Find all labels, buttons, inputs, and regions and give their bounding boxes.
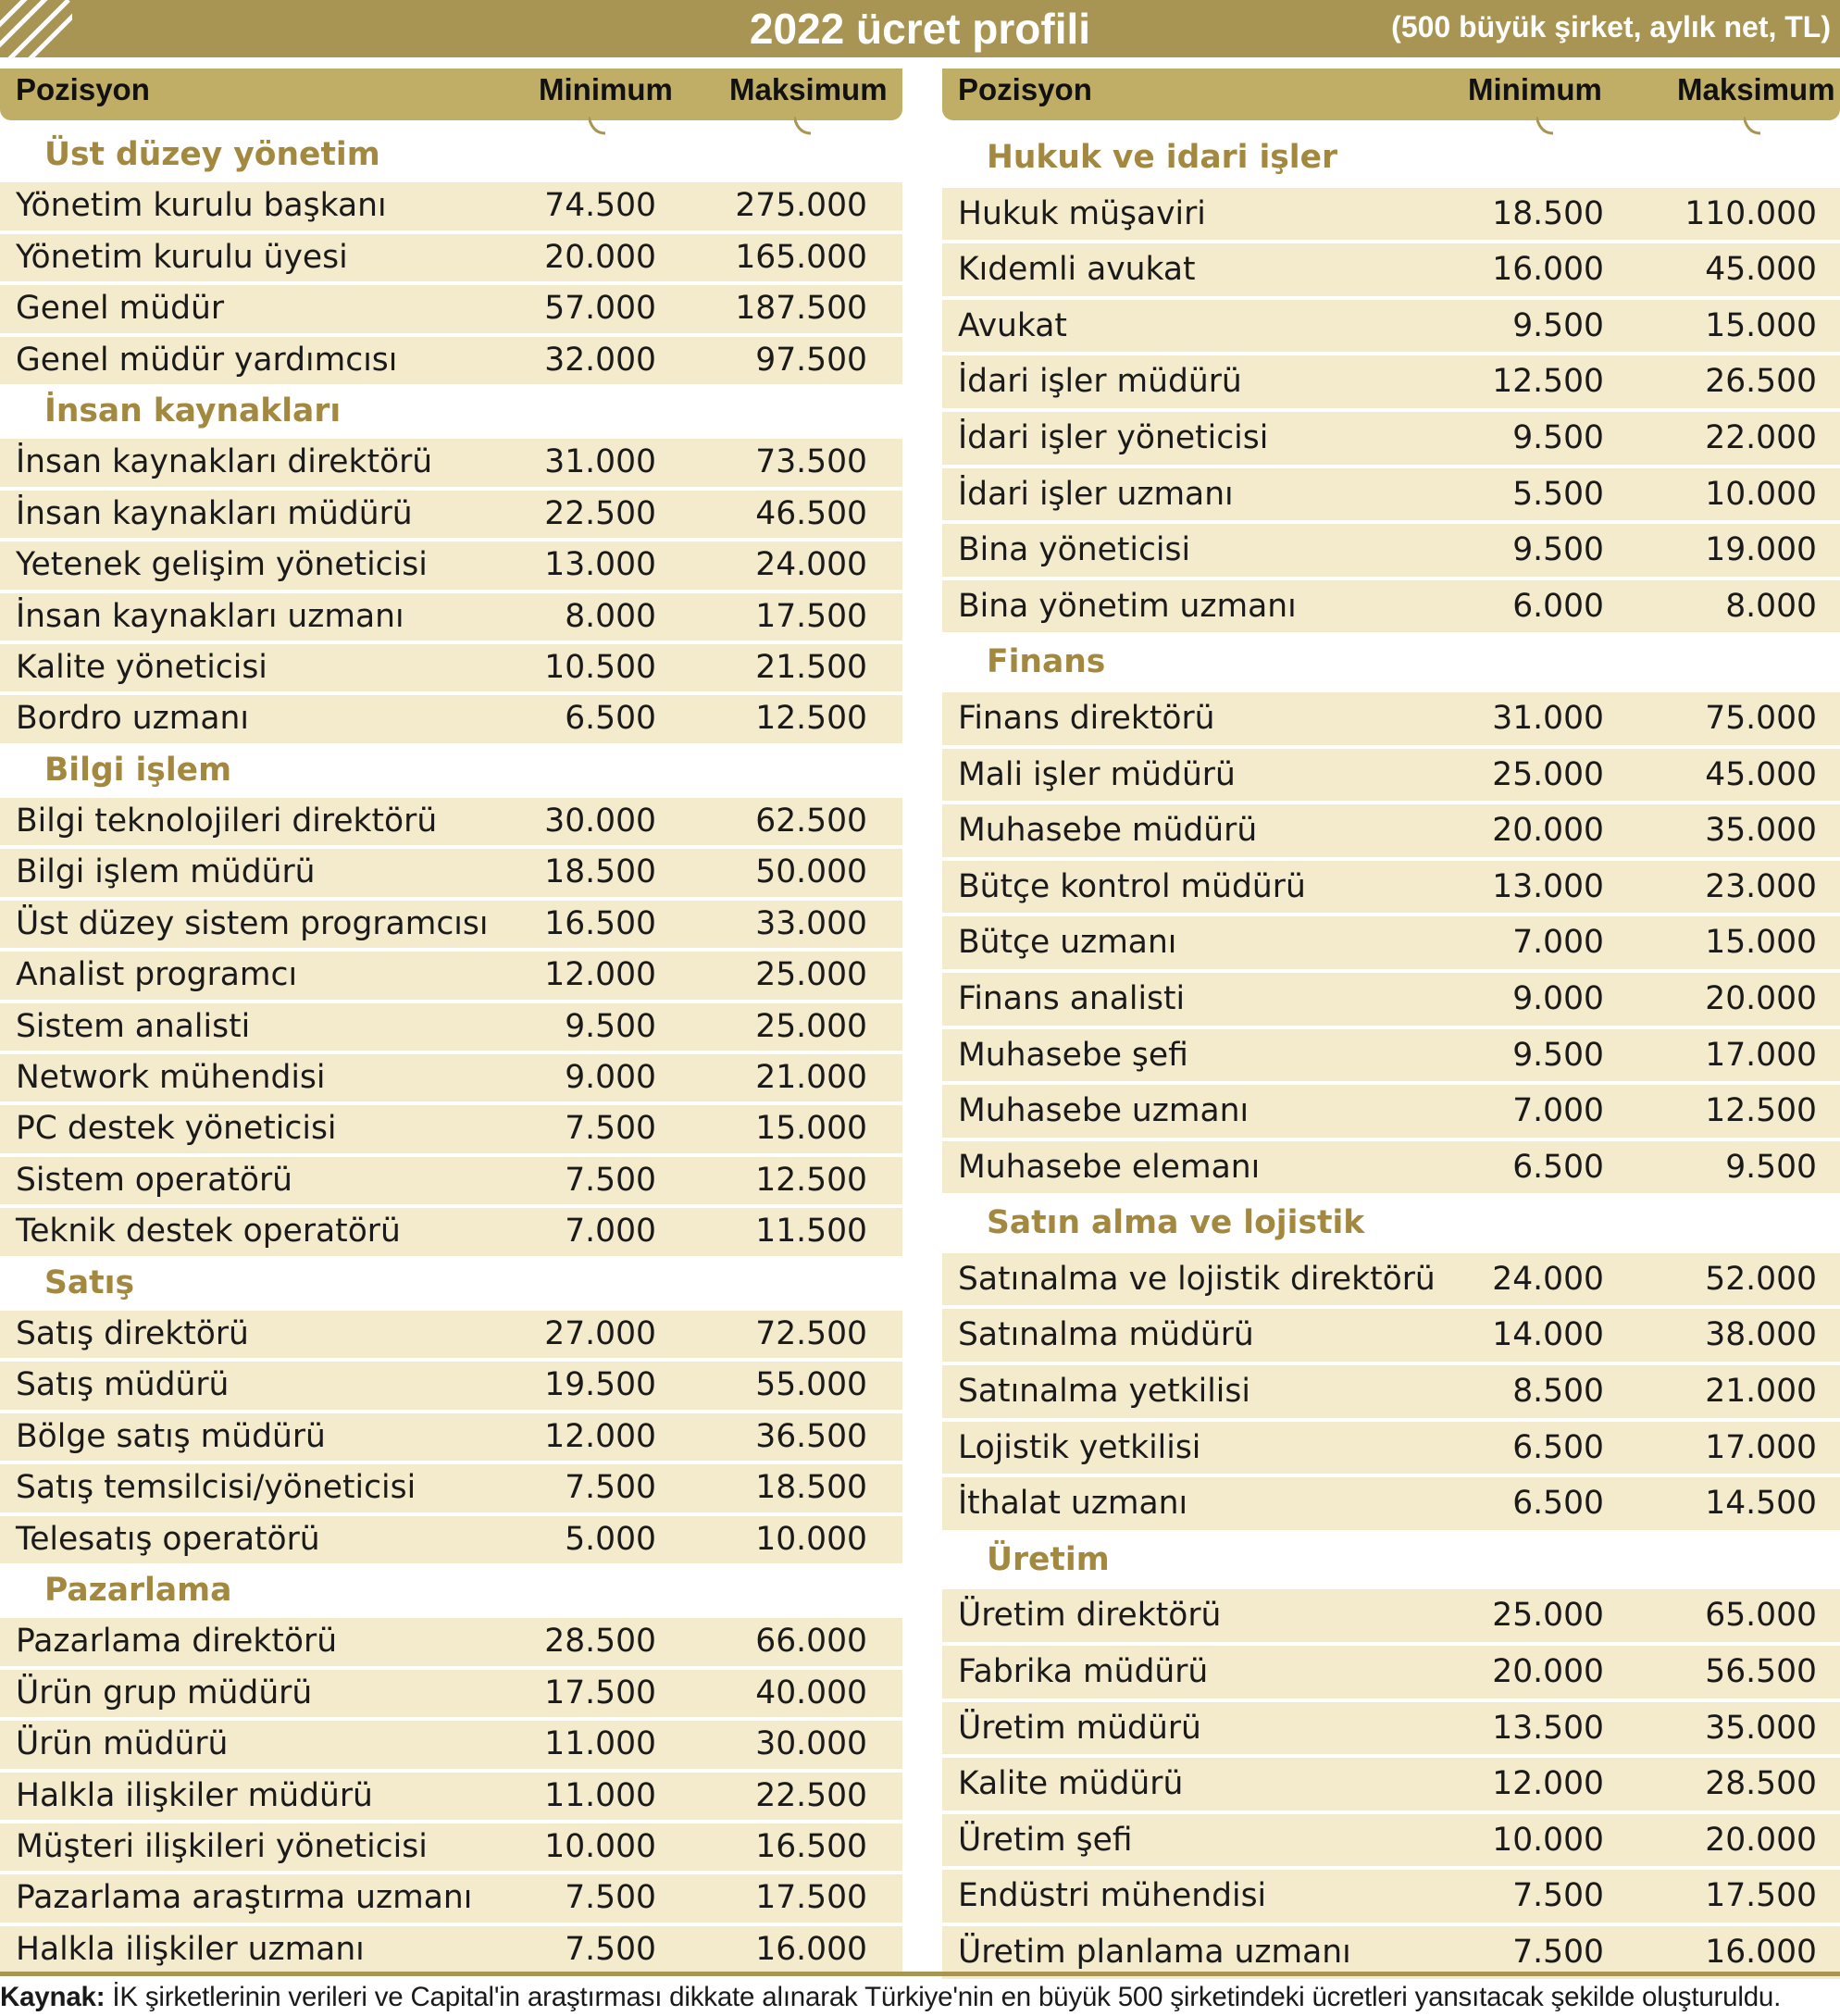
position-name: Bütçe kontrol müdürü xyxy=(958,867,1306,905)
table-row xyxy=(0,337,902,388)
maximum-value: 110.000 xyxy=(1685,194,1817,232)
minimum-value: 14.000 xyxy=(1492,1316,1604,1354)
minimum-value: 11.000 xyxy=(544,1725,656,1763)
table-row xyxy=(0,491,902,541)
position-name: Bilgi teknolojileri direktörü xyxy=(16,803,438,840)
table-row xyxy=(0,182,902,233)
header-minimum: Minimum xyxy=(1468,72,1602,106)
minimum-value: 9.500 xyxy=(1512,306,1604,344)
minimum-value: 22.500 xyxy=(544,494,656,532)
header-maximum: Maksimum xyxy=(729,72,888,106)
table-row xyxy=(0,1618,902,1669)
position-name: İdari işler yöneticisi xyxy=(958,418,1269,456)
table-row xyxy=(0,439,902,490)
table-row xyxy=(0,1721,902,1772)
position-name: Halkla ilişkiler uzmanı xyxy=(16,1930,365,1968)
position-name: Üretim planlama uzmanı xyxy=(958,1934,1351,1971)
maximum-value: 46.500 xyxy=(755,494,867,532)
minimum-value: 13.500 xyxy=(1492,1709,1604,1747)
minimum-value: 6.500 xyxy=(565,700,656,738)
minimum-value: 10.000 xyxy=(1492,1821,1604,1859)
minimum-value: 9.000 xyxy=(1512,979,1604,1017)
table-row xyxy=(0,1362,902,1412)
minimum-value: 7.500 xyxy=(1512,1934,1604,1971)
position-name: Bordro uzmanı xyxy=(16,700,249,738)
minimum-value: 12.000 xyxy=(544,956,656,994)
category-row xyxy=(0,747,902,798)
position-name: Yetenek gelişim yöneticisi xyxy=(16,546,428,584)
minimum-value: 6.500 xyxy=(1512,1428,1604,1466)
category-label: Satış xyxy=(44,1263,134,1301)
category-row xyxy=(0,388,902,439)
position-name: Kıdemli avukat xyxy=(958,251,1196,289)
table-row xyxy=(942,692,1840,749)
category-label: Pazarlama xyxy=(44,1571,232,1609)
maximum-value: 14.500 xyxy=(1705,1485,1817,1523)
table-row xyxy=(942,1870,1840,1926)
maximum-value: 15.000 xyxy=(1705,306,1817,344)
position-name: Satış temsilcisi/yöneticisi xyxy=(16,1469,416,1507)
position-name: Üretim müdürü xyxy=(958,1709,1201,1747)
page-title: 2022 ücret profili xyxy=(749,5,1091,53)
category-label: İnsan kaynakları xyxy=(44,392,342,429)
table-row xyxy=(942,300,1840,356)
maximum-value: 65.000 xyxy=(1705,1597,1817,1635)
page-subtitle: (500 büyük şirket, aylık net, TL) xyxy=(1391,10,1831,44)
position-name: Teknik destek operatörü xyxy=(16,1213,401,1251)
category-row xyxy=(942,131,1840,188)
maximum-value: 11.500 xyxy=(755,1213,867,1251)
position-name: Avukat xyxy=(958,306,1067,344)
header-position: Pozisyon xyxy=(958,72,1092,106)
minimum-value: 10.000 xyxy=(544,1827,656,1865)
position-name: Network mühendisi xyxy=(16,1059,326,1097)
position-name: Üst düzey sistem programcısı xyxy=(16,904,489,942)
table-row xyxy=(0,644,902,695)
minimum-value: 8.000 xyxy=(565,597,656,635)
minimum-value: 20.000 xyxy=(1492,1653,1604,1691)
category-label: Hukuk ve idari işler xyxy=(987,139,1338,176)
position-name: Bütçe uzmanı xyxy=(958,924,1177,962)
position-name: İnsan kaynakları uzmanı xyxy=(16,597,404,635)
position-name: Üretim şefi xyxy=(958,1821,1133,1859)
minimum-value: 28.500 xyxy=(544,1623,656,1661)
maximum-value: 22.000 xyxy=(1705,418,1817,456)
category-row xyxy=(0,131,902,182)
bottom-divider xyxy=(0,1972,1840,1976)
position-name: Sistem analisti xyxy=(16,1007,251,1045)
minimum-value: 31.000 xyxy=(1492,699,1604,737)
position-name: İnsan kaynakları direktörü xyxy=(16,443,433,481)
table-row xyxy=(0,1464,902,1515)
minimum-value: 7.500 xyxy=(565,1110,656,1148)
table-row xyxy=(0,1773,902,1823)
maximum-value: 16.000 xyxy=(755,1930,867,1968)
minimum-value: 5.000 xyxy=(565,1520,656,1558)
maximum-value: 17.500 xyxy=(1705,1877,1817,1915)
table-row xyxy=(0,1054,902,1105)
maximum-value: 21.000 xyxy=(1705,1373,1817,1411)
maximum-value: 35.000 xyxy=(1705,812,1817,850)
minimum-value: 6.500 xyxy=(1512,1485,1604,1523)
source-label: Kaynak: xyxy=(0,1982,106,2012)
position-name: Satınalma ve lojistik direktörü xyxy=(958,1260,1436,1298)
minimum-value: 9.500 xyxy=(1512,531,1604,569)
position-name: Finans analisti xyxy=(958,979,1186,1017)
maximum-value: 45.000 xyxy=(1705,755,1817,793)
table-row xyxy=(942,1365,1840,1422)
maximum-value: 17.500 xyxy=(755,597,867,635)
minimum-value: 30.000 xyxy=(544,803,656,840)
table-row xyxy=(942,1141,1840,1198)
category-label: Bilgi işlem xyxy=(44,751,232,789)
table-row xyxy=(942,1702,1840,1759)
maximum-value: 8.000 xyxy=(1725,587,1817,625)
minimum-value: 25.000 xyxy=(1492,755,1604,793)
position-name: Endüstri mühendisi xyxy=(958,1877,1267,1915)
maximum-value: 187.500 xyxy=(735,290,867,328)
position-name: Kalite müdürü xyxy=(958,1765,1184,1803)
position-name: PC destek yöneticisi xyxy=(16,1110,337,1148)
right-table xyxy=(942,68,1840,1983)
position-name: Muhasebe elemanı xyxy=(958,1148,1261,1186)
table-row xyxy=(0,1413,902,1464)
table-row xyxy=(0,1208,902,1259)
table-row xyxy=(942,804,1840,861)
position-name: Kalite yöneticisi xyxy=(16,648,267,686)
maximum-value: 22.500 xyxy=(755,1776,867,1814)
maximum-value: 17.000 xyxy=(1705,1428,1817,1466)
maximum-value: 12.500 xyxy=(755,700,867,738)
position-name: İnsan kaynakları müdürü xyxy=(16,494,413,532)
table-row xyxy=(942,580,1840,637)
minimum-value: 24.000 xyxy=(1492,1260,1604,1298)
category-row xyxy=(0,1260,902,1311)
position-name: Muhasebe uzmanı xyxy=(958,1092,1249,1130)
position-name: Yönetim kurulu başkanı xyxy=(16,187,387,225)
position-name: Bölge satış müdürü xyxy=(16,1417,326,1455)
maximum-value: 21.000 xyxy=(755,1059,867,1097)
maximum-value: 20.000 xyxy=(1705,1821,1817,1859)
table-row xyxy=(0,1823,902,1874)
position-name: İdari işler müdürü xyxy=(958,363,1242,401)
maximum-value: 75.000 xyxy=(1705,699,1817,737)
maximum-value: 66.000 xyxy=(755,1623,867,1661)
maximum-value: 25.000 xyxy=(755,956,867,994)
table-row xyxy=(0,849,902,900)
table-row xyxy=(942,412,1840,468)
maximum-value: 52.000 xyxy=(1705,1260,1817,1298)
maximum-value: 55.000 xyxy=(755,1366,867,1404)
position-name: Lojistik yetkilisi xyxy=(958,1428,1201,1466)
position-name: Yönetim kurulu üyesi xyxy=(16,238,348,276)
position-name: Satış müdürü xyxy=(16,1366,230,1404)
position-name: İdari işler uzmanı xyxy=(958,475,1234,513)
position-name: Fabrika müdürü xyxy=(958,1653,1209,1691)
position-name: Bina yöneticisi xyxy=(958,531,1191,569)
minimum-value: 74.500 xyxy=(544,187,656,225)
maximum-value: 35.000 xyxy=(1705,1709,1817,1747)
table-row xyxy=(0,1926,902,1977)
category-label: Finans xyxy=(987,643,1106,681)
maximum-value: 33.000 xyxy=(755,904,867,942)
maximum-value: 18.500 xyxy=(755,1469,867,1507)
position-name: Halkla ilişkiler müdürü xyxy=(16,1776,373,1814)
position-name: Bina yönetim uzmanı xyxy=(958,587,1297,625)
minimum-value: 9.500 xyxy=(565,1007,656,1045)
position-name: İthalat uzmanı xyxy=(958,1485,1188,1523)
table-header xyxy=(0,68,902,120)
title-bar xyxy=(0,0,1840,57)
table-row xyxy=(0,695,902,746)
position-name: Satış direktörü xyxy=(16,1314,249,1352)
position-name: Muhasebe şefi xyxy=(958,1036,1188,1074)
position-name: Pazarlama araştırma uzmanı xyxy=(16,1879,473,1917)
table-row xyxy=(942,524,1840,580)
maximum-value: 30.000 xyxy=(755,1725,867,1763)
maximum-value: 17.500 xyxy=(755,1879,867,1917)
table-row xyxy=(942,1814,1840,1871)
table-row xyxy=(942,1253,1840,1310)
minimum-value: 12.500 xyxy=(1492,363,1604,401)
minimum-value: 12.000 xyxy=(544,1417,656,1455)
category-row xyxy=(0,1567,902,1618)
source-note xyxy=(0,1981,1840,2014)
maximum-value: 45.000 xyxy=(1705,251,1817,289)
table-row xyxy=(0,1003,902,1054)
category-row xyxy=(942,1197,1840,1253)
position-name: Hukuk müşaviri xyxy=(958,194,1206,232)
maximum-value: 72.500 xyxy=(755,1314,867,1352)
maximum-value: 20.000 xyxy=(1705,979,1817,1017)
minimum-value: 17.500 xyxy=(544,1674,656,1711)
maximum-value: 97.500 xyxy=(755,341,867,379)
maximum-value: 28.500 xyxy=(1705,1765,1817,1803)
table-row xyxy=(942,1589,1840,1646)
header-minimum: Minimum xyxy=(539,72,673,106)
position-name: Genel müdür yardımcısı xyxy=(16,341,398,379)
category-row xyxy=(942,1534,1840,1590)
source-text: İK şirketlerinin verileri ve Capital'in araştırması dikkate alınarak Türkiye'nin en büyük 500 şirketindeki ücretleri yansıtacak şekilde oluşturuldu. xyxy=(112,1982,1782,2012)
table-row xyxy=(942,1477,1840,1534)
position-name: Mali işler müdürü xyxy=(958,755,1236,793)
minimum-value: 7.500 xyxy=(565,1161,656,1199)
right-table-body xyxy=(942,131,1840,1983)
minimum-value: 12.000 xyxy=(1492,1765,1604,1803)
position-name: Finans direktörü xyxy=(958,699,1215,737)
maximum-value: 50.000 xyxy=(755,853,867,891)
maximum-value: 15.000 xyxy=(1705,924,1817,962)
table-row xyxy=(942,188,1840,244)
minimum-value: 9.000 xyxy=(565,1059,656,1097)
minimum-value: 10.500 xyxy=(544,648,656,686)
minimum-value: 11.000 xyxy=(544,1776,656,1814)
table-row xyxy=(0,593,902,644)
maximum-value: 38.000 xyxy=(1705,1316,1817,1354)
table-row xyxy=(0,541,902,592)
minimum-value: 7.000 xyxy=(1512,924,1604,962)
position-name: Satınalma yetkilisi xyxy=(958,1373,1250,1411)
maximum-value: 24.000 xyxy=(755,546,867,584)
table-row xyxy=(942,749,1840,805)
table-row xyxy=(942,468,1840,525)
position-name: Sistem operatörü xyxy=(16,1161,293,1199)
category-row xyxy=(942,636,1840,692)
table-row xyxy=(0,901,902,952)
table-row xyxy=(942,1422,1840,1478)
minimum-value: 7.500 xyxy=(565,1469,656,1507)
position-name: Ürün grup müdürü xyxy=(16,1674,313,1711)
table-row xyxy=(0,952,902,1002)
position-name: Genel müdür xyxy=(16,290,225,328)
maximum-value: 15.000 xyxy=(755,1110,867,1148)
position-name: Ürün müdürü xyxy=(16,1725,229,1763)
maximum-value: 19.000 xyxy=(1705,531,1817,569)
position-name: Pazarlama direktörü xyxy=(16,1623,338,1661)
minimum-value: 57.000 xyxy=(544,290,656,328)
minimum-value: 6.500 xyxy=(1512,1148,1604,1186)
maximum-value: 275.000 xyxy=(735,187,867,225)
minimum-value: 20.000 xyxy=(1492,812,1604,850)
position-name: Telesatış operatörü xyxy=(16,1520,320,1558)
table-row xyxy=(0,1157,902,1208)
minimum-value: 7.000 xyxy=(1512,1092,1604,1130)
category-label: Satın alma ve lojistik xyxy=(987,1204,1365,1242)
left-table-body xyxy=(0,131,902,1977)
left-table xyxy=(0,68,902,1977)
minimum-value: 32.000 xyxy=(544,341,656,379)
minimum-value: 9.500 xyxy=(1512,1036,1604,1074)
position-name: Analist programcı xyxy=(16,956,298,994)
table-row xyxy=(942,1029,1840,1086)
minimum-value: 18.500 xyxy=(1492,194,1604,232)
position-name: Müşteri ilişkileri yöneticisi xyxy=(16,1827,428,1865)
table-row xyxy=(942,1085,1840,1141)
position-name: Muhasebe müdürü xyxy=(958,812,1258,850)
minimum-value: 7.000 xyxy=(565,1213,656,1251)
table-row xyxy=(0,1105,902,1156)
minimum-value: 27.000 xyxy=(544,1314,656,1352)
maximum-value: 62.500 xyxy=(755,803,867,840)
minimum-value: 6.000 xyxy=(1512,587,1604,625)
table-header xyxy=(942,68,1840,120)
minimum-value: 16.500 xyxy=(544,904,656,942)
table-row xyxy=(942,1309,1840,1365)
maximum-value: 16.500 xyxy=(755,1827,867,1865)
table-row xyxy=(942,916,1840,973)
maximum-value: 26.500 xyxy=(1705,363,1817,401)
maximum-value: 36.500 xyxy=(755,1417,867,1455)
maximum-value: 9.500 xyxy=(1725,1148,1817,1186)
table-row xyxy=(942,861,1840,917)
maximum-value: 10.000 xyxy=(1705,475,1817,513)
table-row xyxy=(942,355,1840,412)
maximum-value: 12.500 xyxy=(1705,1092,1817,1130)
minimum-value: 8.500 xyxy=(1512,1373,1604,1411)
maximum-value: 73.500 xyxy=(755,443,867,481)
maximum-value: 40.000 xyxy=(755,1674,867,1711)
position-name: Bilgi işlem müdürü xyxy=(16,853,316,891)
minimum-value: 20.000 xyxy=(544,238,656,276)
maximum-value: 16.000 xyxy=(1705,1934,1817,1971)
maximum-value: 17.000 xyxy=(1705,1036,1817,1074)
minimum-value: 13.000 xyxy=(544,546,656,584)
minimum-value: 25.000 xyxy=(1492,1597,1604,1635)
minimum-value: 7.500 xyxy=(565,1930,656,1968)
maximum-value: 21.500 xyxy=(755,648,867,686)
category-label: Üst düzey yönetim xyxy=(44,136,380,173)
table-row xyxy=(0,1516,902,1567)
table-row xyxy=(0,1874,902,1925)
minimum-value: 13.000 xyxy=(1492,867,1604,905)
table-row xyxy=(942,243,1840,300)
position-name: Üretim direktörü xyxy=(958,1597,1222,1635)
maximum-value: 56.500 xyxy=(1705,1653,1817,1691)
maximum-value: 25.000 xyxy=(755,1007,867,1045)
maximum-value: 165.000 xyxy=(735,238,867,276)
header-position: Pozisyon xyxy=(16,72,150,106)
table-row xyxy=(942,1758,1840,1814)
category-label: Üretim xyxy=(987,1540,1110,1578)
minimum-value: 7.500 xyxy=(1512,1877,1604,1915)
minimum-value: 5.500 xyxy=(1512,475,1604,513)
position-name: Satınalma müdürü xyxy=(958,1316,1254,1354)
table-row xyxy=(942,973,1840,1029)
table-row xyxy=(0,1311,902,1362)
table-row xyxy=(0,234,902,285)
minimum-value: 16.000 xyxy=(1492,251,1604,289)
table-row xyxy=(0,1670,902,1721)
minimum-value: 18.500 xyxy=(544,853,656,891)
minimum-value: 9.500 xyxy=(1512,418,1604,456)
table-row xyxy=(942,1646,1840,1702)
minimum-value: 7.500 xyxy=(565,1879,656,1917)
minimum-value: 31.000 xyxy=(544,443,656,481)
table-row xyxy=(0,798,902,849)
maximum-value: 10.000 xyxy=(755,1520,867,1558)
maximum-value: 23.000 xyxy=(1705,867,1817,905)
header-maximum: Maksimum xyxy=(1677,72,1835,106)
table-row xyxy=(0,285,902,336)
minimum-value: 19.500 xyxy=(544,1366,656,1404)
maximum-value: 12.500 xyxy=(755,1161,867,1199)
